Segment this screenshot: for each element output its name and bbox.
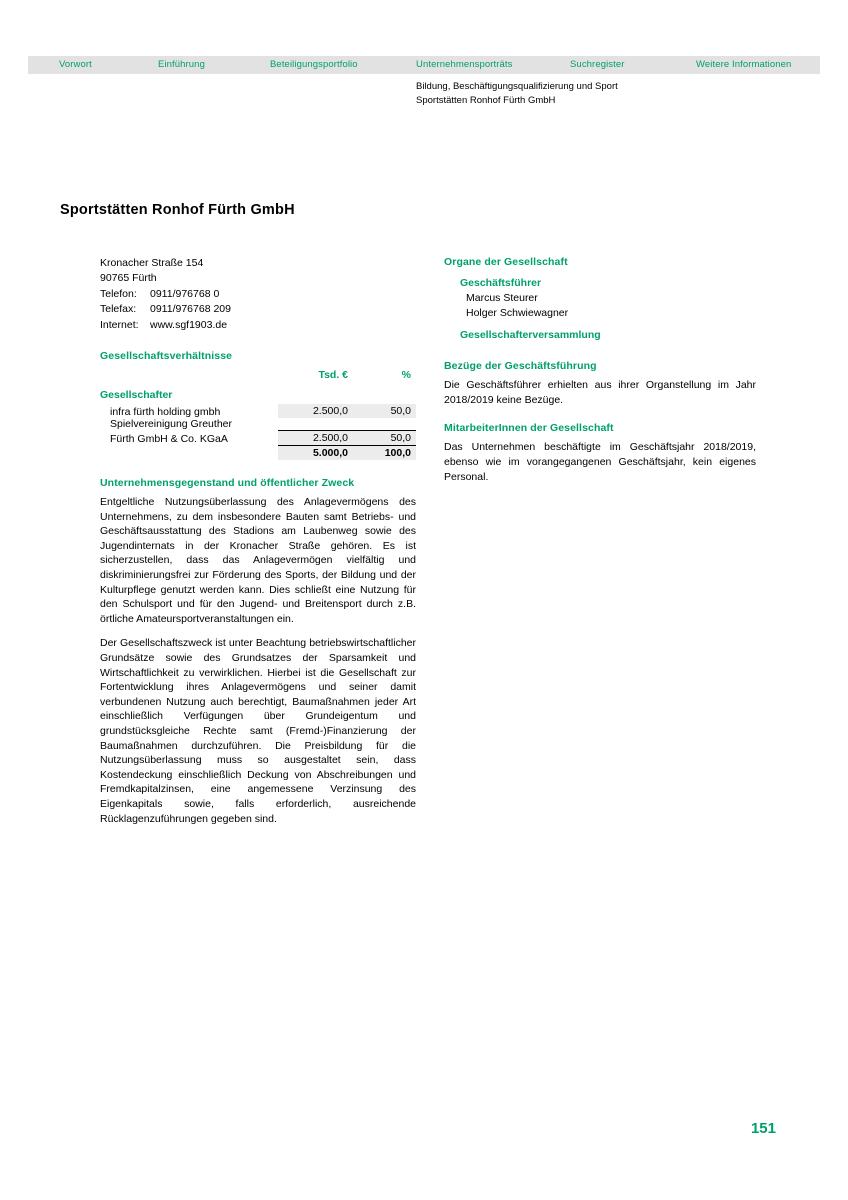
table-row (100, 430, 416, 445)
shareholders-table (100, 368, 416, 460)
shareholder-percent-2: 50,0 (353, 430, 416, 445)
table-row (100, 404, 416, 418)
section-heading-unternehmensgegenstand: Unternehmensgegenstand und öffentlicher Zweck (100, 477, 355, 490)
phone-value: 0911/976768 0 (150, 287, 220, 300)
table-group-label: Gesellschafter (100, 389, 173, 402)
subheading-gesellschafterversammlung: Gesellschafterversammlung (460, 329, 601, 342)
shareholder-name-2-cont: Fürth GmbH & Co. KGaA (110, 433, 228, 446)
breadcrumb (416, 80, 618, 107)
nav-item-einfuehrung[interactable]: Einführung (158, 59, 205, 70)
fax-value: 0911/976768 209 (150, 303, 231, 316)
nav-item-vorwort[interactable]: Vorwort (59, 59, 92, 70)
internet-value[interactable]: www.sgf1903.de (150, 318, 228, 331)
section-heading-organe: Organe der Gesellschaft (444, 256, 568, 268)
internet-label: Internet: (100, 318, 139, 331)
table-header-percent: % (401, 369, 411, 382)
shareholder-percent-1: 50,0 (353, 404, 416, 418)
employees-text: Das Unternehmen beschäftigte im Geschäftsjahr 2018/2019, ebenso wie im vorangegangenen Geschäftsjahr, kein eigenes Personal. (444, 441, 756, 483)
right-column (444, 256, 756, 494)
shareholder-unit-1: 2.500,0 (278, 404, 353, 418)
breadcrumb-line-2: Sportstätten Ronhof Fürth GmbH (416, 94, 556, 106)
nav-item-weitere-informationen[interactable]: Weitere Informationen (696, 59, 792, 70)
left-column (100, 256, 416, 836)
table-group-row (100, 385, 416, 404)
page-title: Sportstätten Ronhof Fürth GmbH (60, 202, 295, 218)
purpose-paragraph-1: Entgeltliche Nutzungsüberlassung des Anlagevermögens des Unternehmens, zu dem insbesondere Bauten samt Betriebs- und Geschäftsausstattung des Stadions am Laubenweg sowie des Jugendinternats in der Kronacher Straße gehören. Es ist sicherzustellen, dass das Anlagevermögen vielfältig und diskriminierungsfrei zur Förderung des Sports, der Bildung und der Kulturpflege genutzt werden kann. Dies schließt eine Nutzung für den Schulsport und für den Jugend- und Breitensport durch z.B. örtliche Amateursportveranstaltungen ein. (100, 496, 416, 625)
nav-item-suchregister[interactable]: Suchregister (570, 59, 625, 70)
purpose-paragraph-2: Der Gesellschaftszweck ist unter Beachtung betriebswirtschaftlicher Grundsätze sowie des Grundsatzes der Sparsamkeit und Wirtschaftlichkeit zu verwirklichen. Hierbei ist die Gesellschaft zur Fortentwicklung ihres Anlagevermögens und seiner damit verbundenen Nutzung auch berechtigt, Baumaßnahmen jeder Art einschließlich Verfügungen über Grundeigentum und grundstücksgleiche Rechte samt (Fremd-)Finanzierung der Baumaßnahmen durchzuführen. Die Preisbildung für die Nutzungsüberlassung muss so ausgestaltet sein, dass Kostendeckung einschließlich Deckung von Abschreibungen und Fremdkapitalzinsen, eine angemessene Verzinsung des Eigenkapitals sowie, falls erforderlich, ausreichende Rücklagenzuführungen gegeben sind. (100, 637, 416, 825)
manager-name-1: Marcus Steurer (466, 292, 538, 304)
nav-item-beteiligungsportfolio[interactable]: Beteiligungsportfolio (270, 59, 358, 70)
phone-label: Telefon: (100, 287, 137, 300)
table-header-row (100, 368, 416, 382)
page-number: 151 (750, 1120, 776, 1137)
subheading-geschaeftsfuehrer: Geschäftsführer (460, 277, 542, 289)
table-header-unit: Tsd. € (318, 369, 348, 382)
address-phone (100, 287, 416, 302)
table-total-row (100, 445, 416, 460)
address-internet (100, 318, 416, 333)
section-heading-bezuege: Bezüge der Geschäftsführung (444, 360, 597, 373)
total-unit: 5.000,0 (278, 445, 353, 460)
address-fax (100, 302, 416, 317)
nav-item-unternehmensportraets[interactable]: Unternehmensporträts (416, 59, 513, 70)
total-label (100, 448, 110, 460)
breadcrumb-line-1: Bildung, Beschäftigungsqualifizierung und Sport (416, 81, 618, 92)
table-row (100, 418, 416, 430)
shareholder-name-2: Spielvereinigung Greuther (110, 418, 232, 431)
section-heading-mitarbeiterinnen: MitarbeiterInnen der Gesellschaft (444, 422, 614, 435)
address-city: 90765 Fürth (100, 272, 157, 285)
address-street: Kronacher Straße 154 (100, 257, 204, 269)
remuneration-text: Die Geschäftsführer erhielten aus ihrer Organstellung im Jahr 2018/2019 keine Bezüge. (444, 379, 756, 406)
fax-label: Telefax: (100, 303, 137, 316)
shareholder-unit-2: 2.500,0 (278, 430, 353, 445)
manager-name-2: Holger Schwiewagner (466, 306, 569, 319)
table-header-blank (100, 368, 278, 382)
section-heading-gesellschaftsverhaeltnisse: Gesellschaftsverhältnisse (100, 350, 233, 363)
shareholder-name-1: infra fürth holding gmbh (110, 406, 221, 419)
top-navigation-bar (28, 56, 820, 74)
company-address (100, 256, 416, 333)
total-percent: 100,0 (353, 445, 416, 460)
